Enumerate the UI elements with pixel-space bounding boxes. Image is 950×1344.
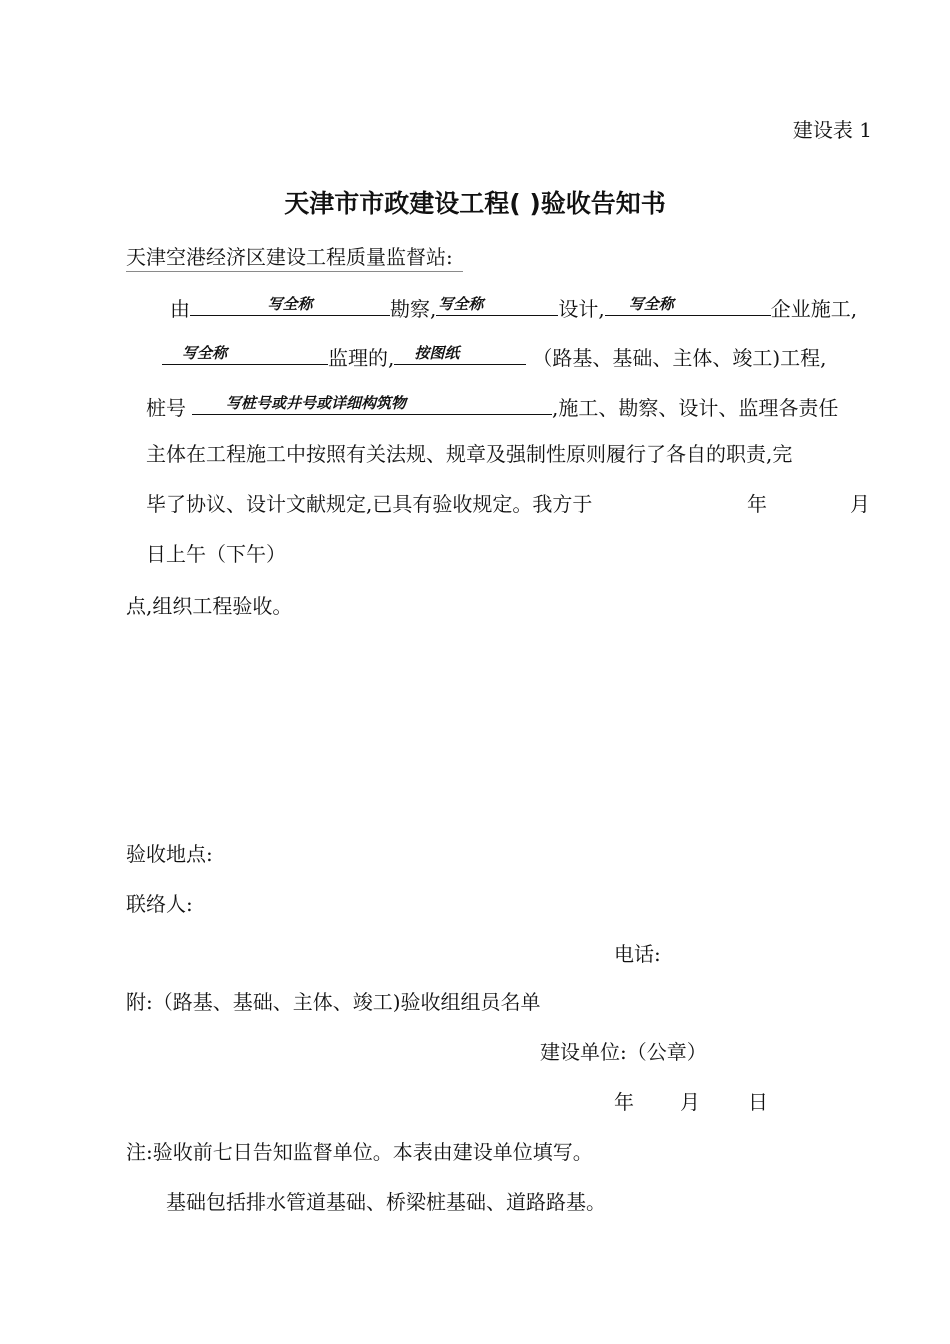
month-label: 月 [850, 492, 870, 516]
body-text: 设计, [558, 297, 605, 321]
stake-number-blank[interactable] [192, 392, 552, 415]
body-text: 企业施工, [770, 297, 858, 321]
page-title: 天津市市政建设工程( )验收告知书 [284, 189, 666, 218]
body-line-4: 主体在工程施工中按照有关法规、规章及强制性原则履行了各自的职责,完 [146, 442, 793, 466]
supervision-unit-blank[interactable] [162, 342, 328, 365]
location-label: 验收地点: [126, 842, 213, 866]
body-text: 由 [170, 297, 190, 321]
note-2: 基础包括排水管道基础、桥梁桩基础、道路路基。 [166, 1190, 606, 1214]
body-line-6: 日上午（下午） [146, 542, 286, 566]
body-line-1 [170, 293, 857, 323]
body-line-5: 毕了协议、设计文献规定,已具有验收规定。我方于 [146, 492, 593, 516]
drawing-blank[interactable] [394, 342, 526, 365]
body-text: 勘察, [390, 297, 437, 321]
year-label: 年 [747, 492, 767, 516]
body-line-7: 点,组织工程验收。 [126, 594, 293, 618]
body-line-3 [146, 392, 838, 422]
contact-label: 联络人: [126, 892, 193, 916]
project-types-text: （路基、基础、主体、竣工)工程, [532, 346, 827, 370]
construction-unit-blank[interactable] [605, 293, 771, 316]
survey-unit-blank[interactable] [190, 293, 390, 316]
date-month: 月 [680, 1090, 700, 1114]
survey-unit-hint: 写全称 [267, 295, 313, 313]
builder-seal: 建设单位:（公章） [540, 1040, 707, 1064]
drawing-hint: 按图纸 [414, 344, 460, 362]
construction-unit-hint: 写全称 [628, 295, 674, 313]
supervision-unit-hint: 写全称 [182, 344, 228, 362]
date-day: 日 [748, 1090, 768, 1114]
stake-number-hint: 写桩号或井号或详细构筑物 [226, 394, 407, 412]
date-year: 年 [614, 1090, 634, 1114]
attachment-line: 附:（路基、基础、主体、竣工)验收组组员名单 [126, 990, 541, 1014]
recipient: 天津空港经济区建设工程质量监督站: [126, 243, 463, 272]
note-1: 注:验收前七日告知监督单位。本表由建设单位填写。 [126, 1140, 593, 1164]
body-text: ,施工、勘察、设计、监理各责任 [552, 396, 839, 420]
form-number: 建设表 1 [792, 118, 872, 142]
design-unit-blank[interactable] [436, 293, 558, 316]
body-text: 桩号 [146, 396, 186, 420]
phone-label: 电话: [614, 942, 661, 966]
body-text: 监理的, [328, 346, 395, 370]
body-line-2 [162, 342, 827, 372]
design-unit-hint: 写全称 [438, 295, 484, 313]
